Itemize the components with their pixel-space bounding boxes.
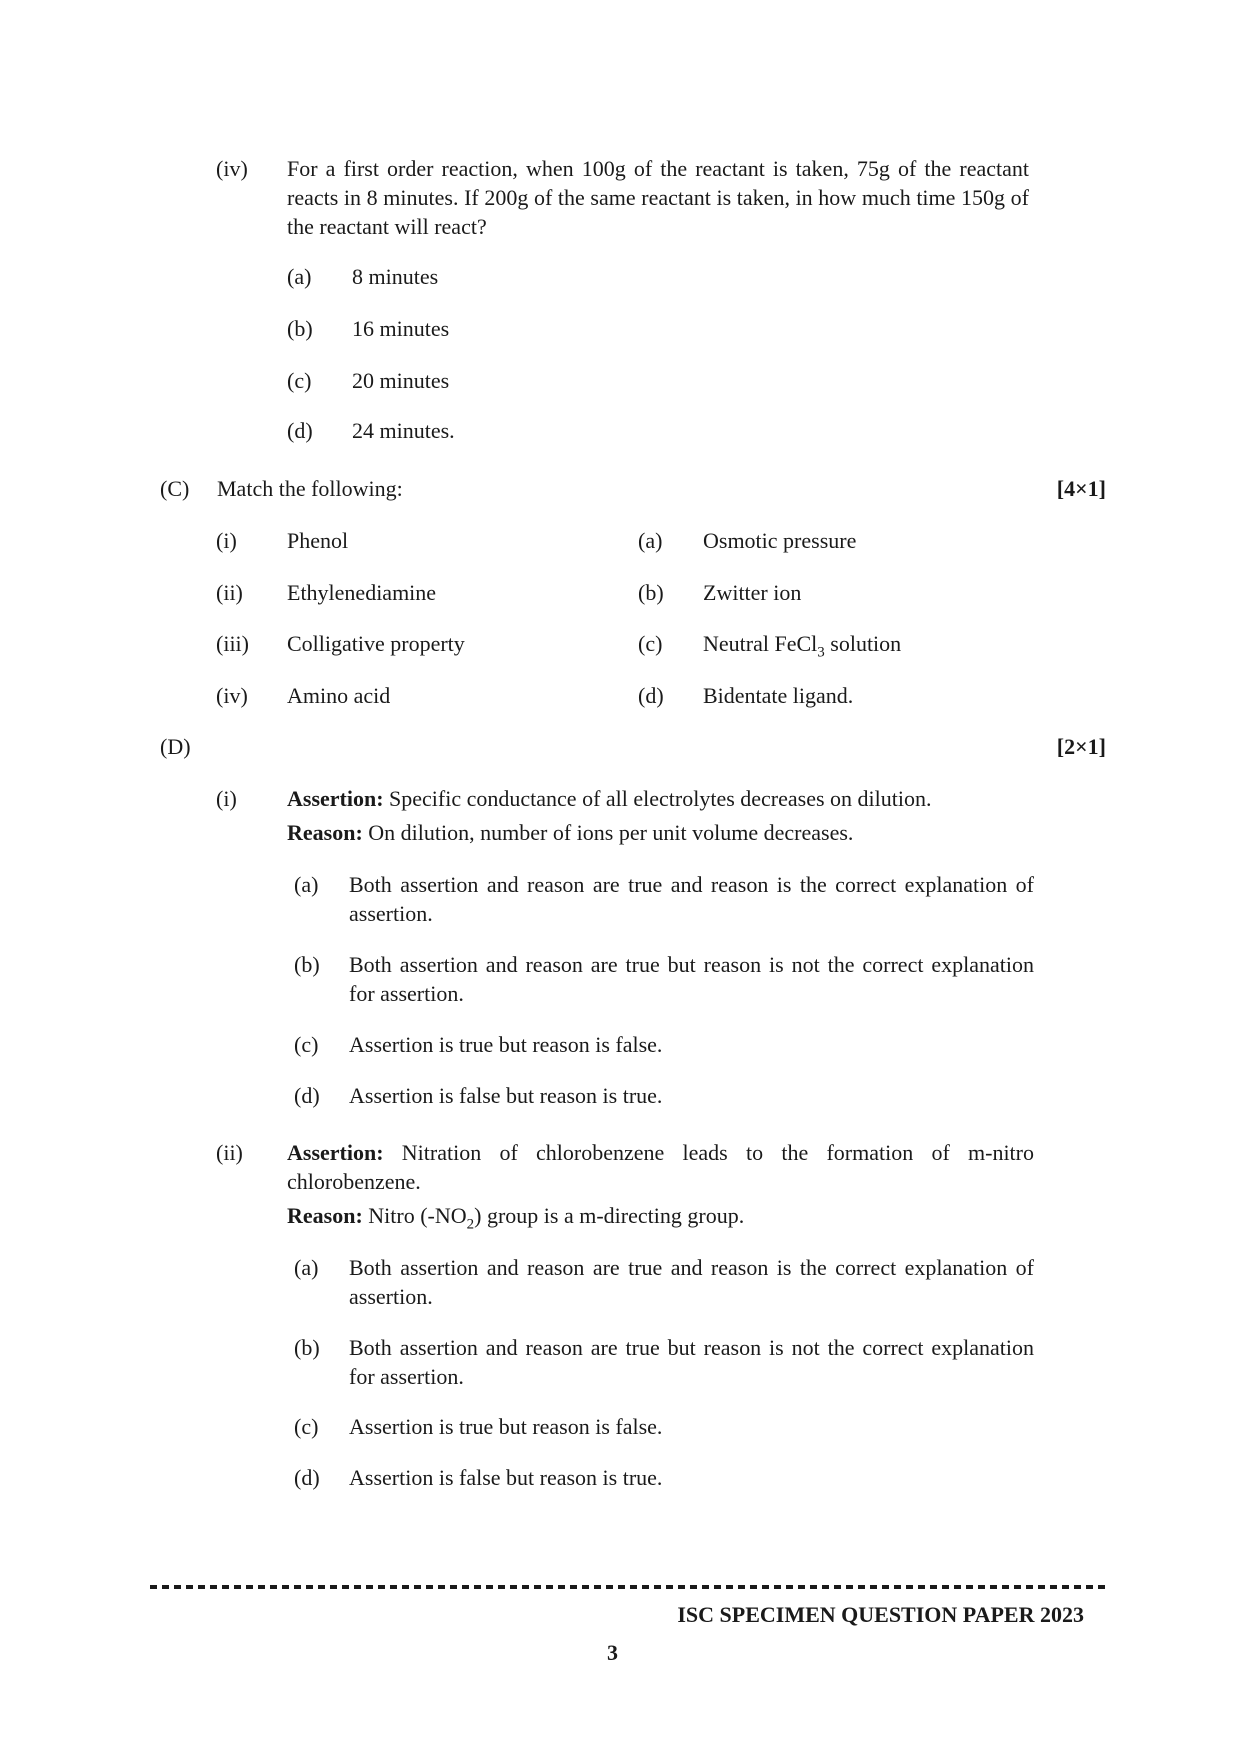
option-text: 20 minutes [352, 368, 450, 393]
option-text: Both assertion and reason are true and reason is the correct explanation of assertion. [349, 872, 1034, 926]
option-label: (d) [287, 418, 313, 443]
option-label: (c) [287, 368, 312, 393]
match-right-item: Bidentate ligand. [703, 683, 854, 708]
match-right-item: Osmotic pressure [703, 528, 857, 553]
option-label: (c) [294, 1414, 319, 1439]
assertion-label: Assertion: [287, 1140, 384, 1165]
footer-title: ISC SPECIMEN QUESTION PAPER 2023 [677, 1602, 1084, 1627]
reason-text: On dilution, number of ions per unit volume decreases. [362, 820, 854, 845]
page-number: 3 [607, 1640, 618, 1665]
reason-label: Reason: [287, 820, 363, 845]
option-text: Both assertion and reason are true but reason is not the correct explanation for assertion. [349, 1335, 1034, 1389]
option-text: Assertion is false but reason is true. [349, 1465, 663, 1490]
assertion-text: Nitration of chlorobenzene leads to the formation of m-nitro chlorobenzene. [287, 1140, 1034, 1194]
option-label: (b) [287, 316, 313, 341]
reason-text: Nitro (-NO [362, 1203, 467, 1228]
reason-label: Reason: [287, 1203, 363, 1228]
match-left-number: (iv) [216, 683, 248, 708]
option-text: Both assertion and reason are true but reason is not the correct explanation for assertion. [349, 952, 1034, 1006]
match-left-item: Ethylenediamine [287, 580, 437, 605]
question-number: (i) [216, 786, 237, 811]
match-right-letter: (a) [638, 528, 663, 553]
section-label: (C) [160, 476, 190, 501]
option-label: (b) [294, 1335, 320, 1360]
subscript: 3 [817, 644, 825, 661]
question-number: (ii) [216, 1140, 243, 1165]
option-text: Assertion is true but reason is false. [349, 1414, 663, 1439]
option-label: (d) [294, 1465, 320, 1490]
section-title: Match the following: [217, 476, 403, 501]
formula-text: Neutral FeCl [703, 631, 818, 656]
assertion [287, 1138, 1034, 1196]
question-text: For a first order reaction, when 100g of the reactant is taken, 75g of the reactant reacts in 8 minutes. If 200g of the same reactant is taken, in how much time 150g of the reactant will react? [287, 156, 1029, 239]
assertion [287, 784, 1047, 813]
option-text: 8 minutes [352, 264, 439, 289]
option-text: Assertion is false but reason is true. [349, 1083, 663, 1108]
match-right-letter: (b) [638, 580, 664, 605]
match-left-item: Amino acid [287, 683, 391, 708]
match-left-item: Colligative property [287, 631, 465, 656]
assertion-text: Specific conductance of all electrolytes decreases on dilution. [383, 786, 932, 811]
marks: [4×1] [1056, 476, 1106, 501]
match-left-number: (ii) [216, 580, 243, 605]
match-left-number: (i) [216, 528, 237, 553]
option-label: (a) [294, 872, 319, 897]
match-left-item: Phenol [287, 528, 349, 553]
option-label: (b) [294, 952, 320, 977]
option-text: 24 minutes. [352, 418, 455, 443]
option-text: Both assertion and reason are true and reason is the correct explanation of assertion. [349, 1255, 1034, 1309]
match-left-number: (iii) [216, 631, 249, 656]
question-number: (iv) [216, 156, 248, 181]
assertion-label: Assertion: [287, 786, 384, 811]
match-right-letter: (d) [638, 683, 664, 708]
option-label: (a) [287, 264, 312, 289]
reason-suffix: ) group is a m-directing group. [474, 1203, 745, 1228]
option-label: (c) [294, 1032, 319, 1057]
reason [287, 818, 1047, 847]
match-right-letter: (c) [638, 631, 663, 656]
dashed-divider [150, 1585, 1105, 1589]
reason [287, 1201, 1047, 1239]
subscript: 2 [466, 1216, 475, 1233]
option-text: 16 minutes [352, 316, 450, 341]
option-label: (a) [294, 1255, 319, 1280]
match-right-item [703, 629, 901, 667]
marks: [2×1] [1056, 734, 1106, 759]
option-label: (d) [294, 1083, 320, 1108]
section-label: (D) [160, 734, 191, 759]
formula-suffix: solution [824, 631, 902, 656]
match-right-item: Zwitter ion [703, 580, 802, 605]
option-text: Assertion is true but reason is false. [349, 1032, 663, 1057]
